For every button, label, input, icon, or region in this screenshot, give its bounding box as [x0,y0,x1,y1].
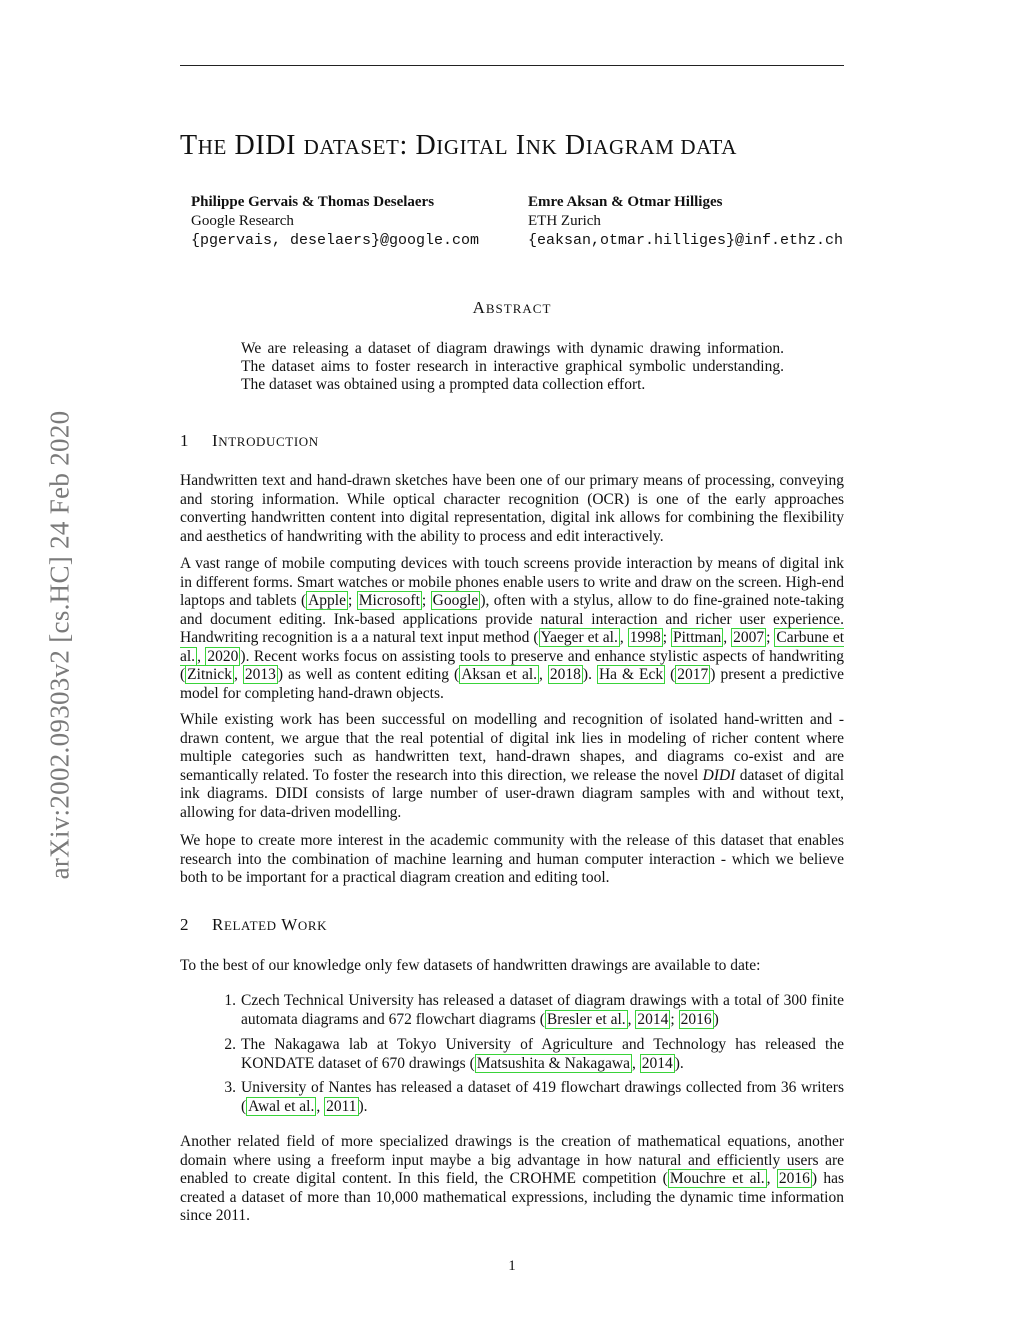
citation-link[interactable]: 2016 [778,1170,810,1187]
citation-link[interactable]: Mouchre et al. [669,1170,765,1187]
citation-link[interactable]: 2020 [207,647,239,665]
paper-page: arXiv:2002.09303v2 [cs.HC] 24 Feb 2020 THE DIDI DATASET: DIGITAL INK DIAGRAM DATA Philippe Gervais & Thomas Deselaers Google Research {pgervais, deselaers}@google.com Emre Aksan & Otmar Hilliges ETH Zurich {eaksan,otmar.hilliges}@inf.ethz.ch ABSTRACT We are releasing a dataset of diagram drawings with dynamic drawing information. The dataset aims to foster research in interactive graphical symbolic understanding. The dataset was obtained using a prompted data collection effort. 1 INTRODUCTION Handwritten text and hand-drawn sketches have been one of our primary means of processing, conveying and storing information. While optical character recognition (OCR) is one of the early approaches converting handwritten content into digital representation, digital ink allows for combining the flexibility and aesthetics of handwriting with the ability to process and edit interactively. A vast range of mobile computing devices with touch screens provide interaction by means of digital ink in different forms. Smart watches or mobile phones enable users to write and draw on the screen. High-end laptops and tablets ( Apple ; Microsoft ; Google ), often with a stylus, allow to do fine-grained note-taking and document editing. Ink-based applications provide natural interaction and richer user experience. Handwriting recognition is a a natural text input method ( Yaeger et al. , 1998 ; Pittman , 2007 ; Carbune et al. , 2020 ). Recent works focus on assisting tools to preserve and enhance stylistic aspects of handwriting ( Zitnick , 2013 ) as well as content editing ( Aksan et al. , 2018 ). Ha & Eck ( 2017 ) present a predictive model for completing hand-drawn objects. While existing work has been successful on modelling and recognition of isolated hand-written and -drawn content, we argue that the real potential of digital ink lies in modeling of richer content where multiple categories such as handwritten text, hand-drawn shapes, and diagrams co-exist and are semantically related. To foster the research into this direction, we release the novel DIDI dataset of digital ink diagrams. DIDI consists of large number of user-drawn diagram samples with and without text, allowing for data-driven modelling. We hope to create more interest in the academic community with the release of this dataset that enables research into the combination of machine learning and human computer interaction - which we believe both to be important for a practical diagram creation and editing tool. 2 RELATED WORK To the best of our knowledge only few datasets of handwritten drawings are available to date: 1. Czech Technical University has released a dataset of diagram drawings with a total of 300 finite automata diagrams and 672 flowchart diagrams ( Bresler et al. , 2014 ; 2016 ) 2. The Nakagawa lab at Tokyo University of Agriculture and Technology has released the KONDATE dataset of 670 drawings ( Matsushita & Nakagawa , 2014 ). 3. University of Nantes has released a dataset of 419 flowchart drawings collected from 36 writers ( Awal et al. , 2011 ). Another related field of more specialized drawings is the creation of mathematical equations, another domain where using a freeform input maybe a big advantage in how natural and efficiently users are enabled to create digital content. In this field, the CROHME competition ( Mouchre et al. , 2016 ) has created a dataset of more than 10,000 mathematical expressions, including the dynamic time information since 2011. 1 [0,0,1024,1325]
citation-link[interactable]: Microsoft [358,592,420,609]
related-paragraph-1: To the best of our knowledge only few datasets of handwritten drawings are available to date: [180,957,761,974]
arxiv-stamp [42,350,78,940]
author-block-eth [528,193,843,250]
author-affiliation: ETH Zurich [528,213,601,229]
arxiv-id[interactable]: arXiv:2002.09303v2 [cs.HC] 24 Feb 2020 [44,410,75,880]
citation-link[interactable]: Carbune et al. [180,629,845,665]
related-paragraph-2: Another related field of more specialized drawings is the creation of mathematical equations, another domain where using a freeform input maybe a big advantage in how natural and efficiently users are enabled to create digital content. In this field, the CROHME competition ( Mouchre et al. , 2016 ) has created a dataset of more than 10,000 mathematical expressions, including the dynamic time information since 2011. [180,1133,844,1224]
intro-paragraph-4: We hope to create more interest in the academic community with the release of this dataset that enables research into the combination of machine learning and human computer interaction - which we believe both to be important for a practical diagram creation and editing tool. [180,832,844,886]
citation-link[interactable]: Aksan et al. [461,666,538,683]
citation-link[interactable]: 2011 [326,1097,357,1115]
author-block-google [191,193,479,250]
citation-link[interactable]: Zitnick [187,666,232,683]
citation-link[interactable]: 2018 [549,666,581,683]
citation-link[interactable]: 2016 [680,1010,712,1028]
citation-link[interactable]: Google [432,592,479,609]
intro-paragraph-1: Handwritten text and hand-drawn sketches have been one of our primary means of processing, conveying and storing information. While optical character recognition (OCR) is one of the early approaches converting handwritten content into digital representation, digital ink allows for combining the flexibility and aesthetics of handwriting with the ability to process and edit interactively. [180,472,844,545]
author-affiliation: Google Research [191,213,294,229]
section-heading-related-work: 2 RELATED WORK [180,915,328,934]
page-number: 1 [508,1258,516,1274]
author-names: Philippe Gervais & Thomas Deselaers [191,194,435,210]
citation-link[interactable]: Awal et al. [248,1097,315,1115]
section-heading-introduction: 1 INTRODUCTION [180,431,319,450]
citation-link[interactable]: 1998 [629,629,661,646]
top-rule [180,65,844,66]
paper-title: THE DIDI DATASET: DIGITAL INK DIAGRAM DATA [180,130,738,161]
abstract-heading: ABSTRACT [472,298,552,317]
citation-link[interactable]: Bresler et al. [546,1010,626,1028]
citation-link[interactable]: 2007 [733,629,765,646]
author-names: Emre Aksan & Otmar Hilliges [528,194,723,210]
citation-link[interactable]: Ha & Eck [598,666,664,683]
citation-link[interactable]: 2014 [641,1054,673,1072]
citation-link[interactable]: 2017 [677,666,709,683]
citation-link[interactable]: 2014 [637,1010,669,1028]
citation-link[interactable]: 2013 [244,666,276,683]
author-email[interactable]: {pgervais, deselaers}@google.com [191,232,480,249]
intro-paragraph-3: While existing work has been successful on modelling and recognition of isolated hand-written and -drawn content, we argue that the real potential of digital ink lies in modeling of richer content where multiple categories such as handwritten text, hand-drawn shapes, and diagrams co-exist and are semantically related. To foster the research into this direction, we release the novel DIDI dataset of digital ink diagrams. DIDI consists of large number of user-drawn diagram samples with and without text, allowing for data-driven modelling. [180,711,844,821]
citation-link[interactable]: Yaeger et al. [540,629,618,646]
intro-paragraph-2: A vast range of mobile computing devices with touch screens provide interaction by means of digital ink in different forms. Smart watches or mobile phones enable users to write and draw on the screen. High-end laptops and tablets ( Apple ; Microsoft ; Google ), often with a stylus, allow to do fine-grained note-taking and document editing. Ink-based applications provide natural interaction and richer user experience. Handwriting recognition is a a natural text input method ( Yaeger et al. , 1998 ; Pittman , 2007 ; Carbune et al. , 2020 ). Recent works focus on assisting tools to preserve and enhance stylistic aspects of handwriting ( Zitnick , 2013 ) as well as content editing ( Aksan et al. , 2018 ). Ha & Eck ( 2017 ) present a predictive model for completing hand-drawn objects. [180,555,845,702]
citation-link[interactable]: Pittman [673,629,722,646]
citation-link[interactable]: Apple [308,592,346,609]
author-email[interactable]: {eaksan,otmar.hilliges}@inf.ethz.ch [528,232,844,249]
citation-link[interactable]: Matsushita & Nakagawa [476,1054,630,1072]
abstract-text: We are releasing a dataset of diagram drawings with dynamic drawing information. The dataset aims to foster research in interactive graphical symbolic understanding. The dataset was obtained using a prompted data collection effort. [241,340,784,393]
